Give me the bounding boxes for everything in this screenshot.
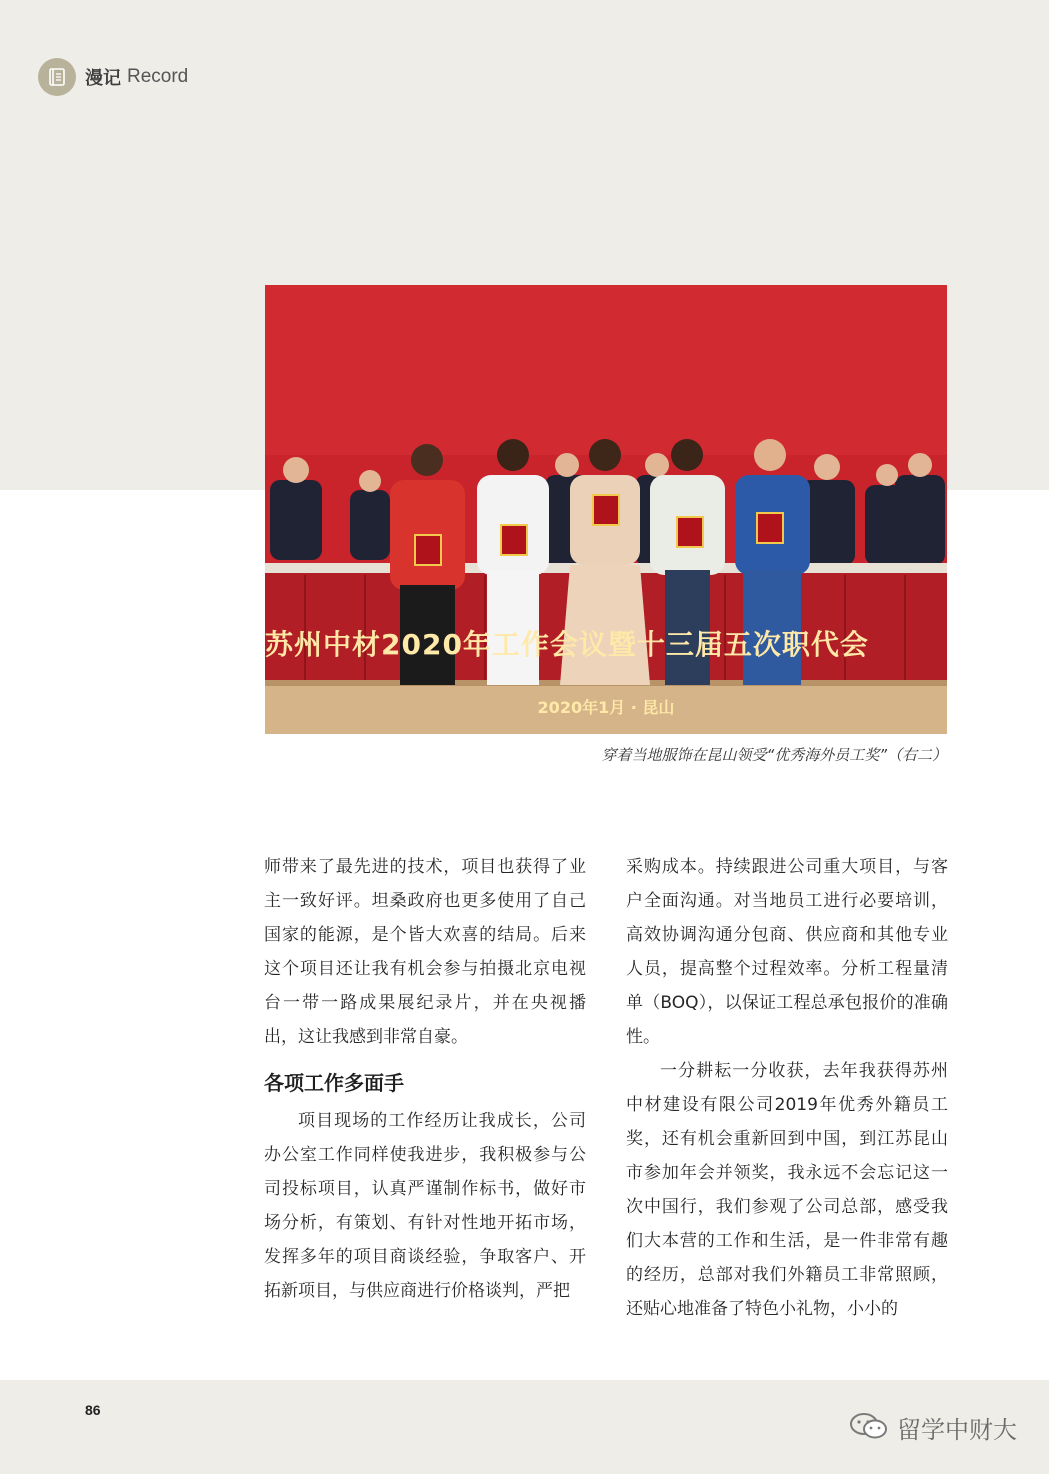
section-heading: 各项工作多面手 — [264, 1071, 404, 1095]
wechat-icon — [849, 1411, 889, 1445]
wechat-watermark — [849, 1410, 1017, 1445]
page-number: 86 — [85, 1402, 101, 1418]
article-right-column — [626, 850, 948, 1326]
award-ceremony-photo — [265, 285, 947, 734]
article-paragraph: 采购成本。持续跟进公司重大项目，与客户全面沟通。对当地员工进行必要培训，高效协调沟通分包商、供应商和其他专业人员，提高整个过程效率。分析工程量清单（BOQ），以保证工程总承包报价的准确性。 — [626, 857, 948, 1047]
article-left-column — [264, 850, 586, 1308]
article-paragraph: 一分耕耘一分收获，去年我获得苏州中材建设有限公司2019年优秀外籍员工奖，还有机会重新回到中国，到江苏昆山市参加年会并领奖，我永远不会忘记这一次中国行，我们参观了公司总部，感受我们大本营的工作和生活，是一件非常有趣的经历，总部对我们外籍员工非常照顾，还贴心地准备了特色小礼物，小小的 — [626, 1061, 948, 1319]
banner-title: 苏州中材2020年工作会议暨十三届五次职代会 — [265, 628, 869, 661]
article-paragraph: 师带来了最先进的技术，项目也获得了业主一致好评。坦桑政府也更多使用了自己国家的能源，是个皆大欢喜的结局。后来这个项目还让我有机会参与拍摄北京电视台一带一路成果展纪录片，并在央视播出，这让我感到非常自豪。 — [264, 857, 586, 1047]
section-label-cn: 漫记 — [85, 68, 121, 89]
notebook-icon — [38, 58, 76, 96]
section-label-en: Record — [127, 66, 189, 87]
wechat-account-name: 留学中财大 — [897, 1416, 1017, 1444]
photo-caption: 穿着当地服饰在昆山领受“优秀海外员工奖”（右二） — [601, 746, 947, 764]
article-paragraph: 项目现场的工作经历让我成长，公司办公室工作同样使我进步，我积极参与公司投标项目，认真严谨制作标书，做好市场分析，有策划、有针对性地开拓市场，发挥多年的项目商谈经验，争取客户、开拓新项目，与供应商进行价格谈判，严把 — [264, 1111, 586, 1301]
section-header — [38, 58, 188, 96]
banner-subtitle: 2020年1月 · 昆山 — [537, 698, 675, 717]
